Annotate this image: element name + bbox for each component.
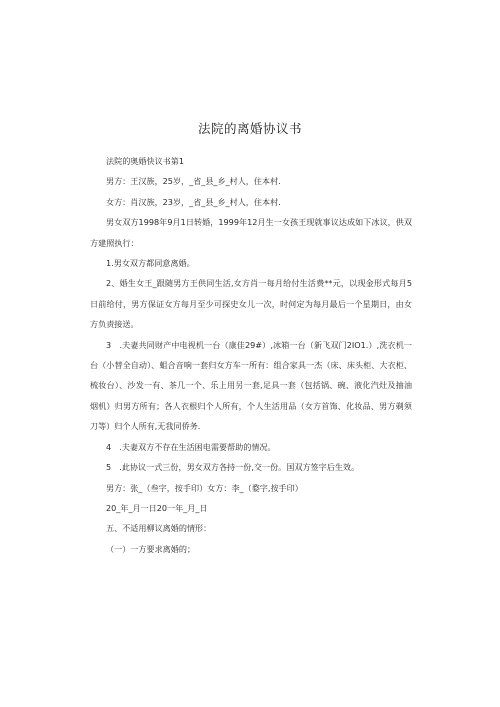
paragraph-clause-5: 5 .此协议一式三份，男女双方各持一份,交一份。国双方签字后生效。 [106, 462, 360, 473]
paragraph-male-party: 男方：王汉族，25岁，_省_县_乡_村人，住本村. [106, 176, 281, 187]
paragraph-section-5-heading: 五、不适用柳议离婚的情形： [106, 523, 212, 534]
paragraph-intro: 男女双方1998年9月1日转婚，1999年12月生一女孩王现就事议达成如下冰议，供双方建照执行： [90, 217, 412, 248]
paragraph-clause-3: 3 .夫妻共同财产中电视机一台（康佳29#）,冰箱一台（新飞双门2IO1.）,洗衣机一台（小替全自动）、蛆合音响一套归女方车一所有：组合家具一杰（床、床头柜、大衣柜、梳妆台）、沙发一有、茶几一个、乐上用另一套,足具一套（包括锅、碗、液化汽灶及抽油烟机）归男方所有；各人衣根归个人所有，个人生活用品（女方首饰、化妆品、男方剃须刀等）归个人所有,无我同侨务. [90, 339, 412, 432]
paragraph-section-5-item-1: （一）一方要求离婚的； [106, 543, 196, 554]
paragraph-clause-2: 2、婚生女王_跟随男方王供同生活,女方肖一每月给付生活费**元，以现金形式每月5日前给付，男方保证女方每月至少可探史女儿一次，时何定为每月最后一个星期日，由女方负责接送。 [90, 278, 412, 330]
paragraph-clause-4: 4 .夫妻双方不存在生活困电需要帮助的情况。 [106, 441, 276, 452]
paragraph-heading: 法院的奥婚快议书第1 [106, 156, 184, 166]
paragraph-clause-1: 1.男女双方都同意离婚。 [106, 258, 195, 269]
document-body [90, 151, 412, 559]
paragraph-dates: 20_年_月一日20一年_月_日 [106, 502, 208, 513]
paragraph-female-party: 女方：肖汉族，23岁，_省_县_乡_村人，住本村. [106, 196, 281, 207]
paragraph-signatures: 男方：张_（叁字，按手印）女方：李_（婺字,按手印） [106, 482, 303, 493]
document-title: 法院的离婚协议书 [197, 121, 302, 136]
